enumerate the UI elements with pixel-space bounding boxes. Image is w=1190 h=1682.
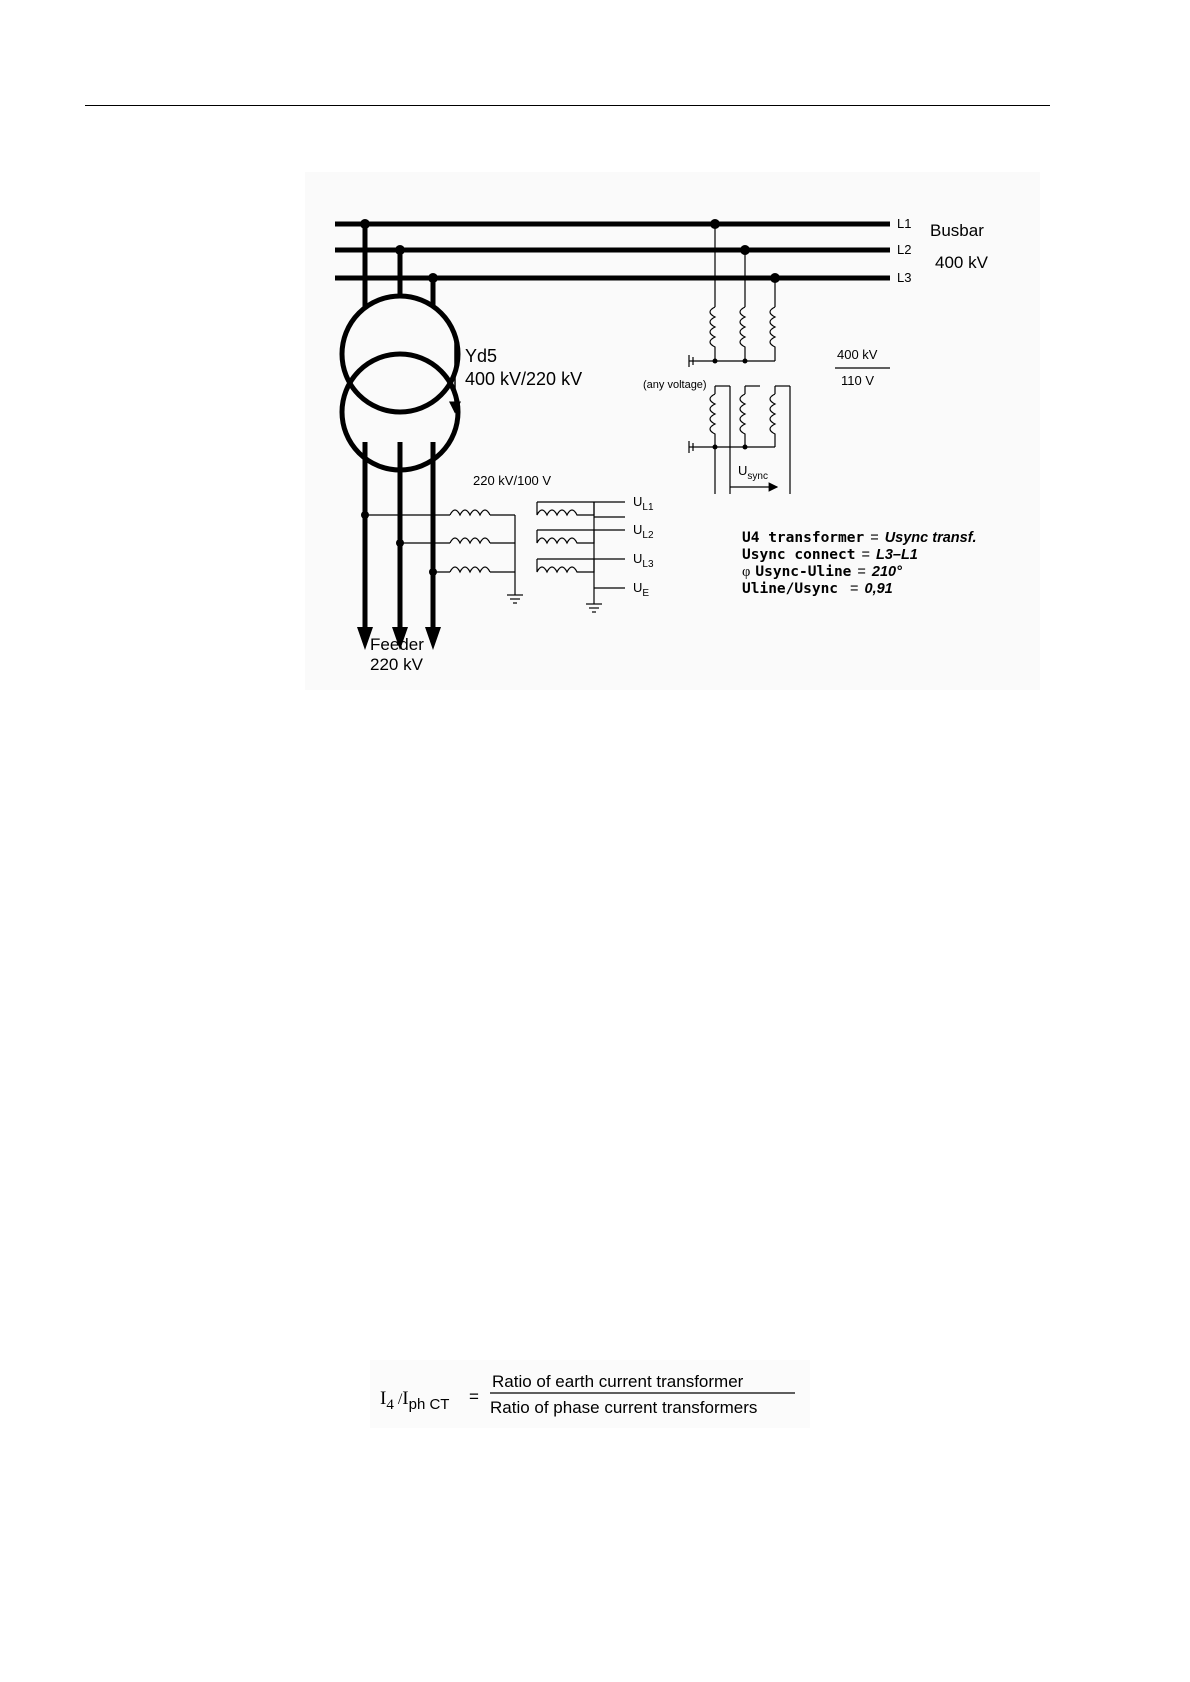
output-ul2-sub: L2 [642,530,654,541]
usync-sub: sync [747,471,768,482]
diagram-svg [305,172,1040,690]
setting-row-1 [742,530,977,546]
setting-row-2 [742,547,918,563]
setting-1-eq: = [870,530,879,546]
feeder-vt-ratio: 220 kV/100 V [473,473,552,488]
connection-diagram [305,172,1040,690]
busbar-lines [335,224,890,278]
setting-1-value: Usync transf. [884,530,977,546]
setting-3-eq: = [857,564,866,580]
output-ul3-sub: L3 [642,559,654,570]
setting-4-key: Uline/Usync [742,581,839,597]
formula-i: I [380,1388,387,1409]
setting-2-key: Usync connect [742,547,856,563]
header-rule [85,105,1050,106]
formula-i2: I [402,1388,409,1409]
output-ue-main: U [633,580,643,595]
formula-svg [370,1360,810,1428]
busbar-vt-ratio-secondary: 110 V [841,373,875,388]
setting-4-eq: = [850,581,859,597]
formula-equals: = [469,1387,479,1406]
setting-row-4 [742,581,893,597]
setting-2-eq: = [861,547,870,563]
feeder-vt-wiring [365,502,625,612]
busbar-phase-l2-label: L2 [897,242,912,257]
usync-label [738,463,768,482]
busbar-phase-l1-label: L1 [897,216,912,231]
formula-sub-4: 4 [386,1397,394,1413]
busbar-vt-note: (any voltage) [643,379,707,391]
setting-row-3 [742,564,902,580]
formula-numerator: Ratio of earth current transformer [492,1372,744,1391]
ratio-formula [370,1360,810,1428]
busbar-vt-ratio-primary: 400 kV [837,347,878,362]
svg-text:UL2 [633,522,654,541]
busbar-phase-l3-label: L3 [897,270,912,285]
formula-lhs [380,1388,449,1413]
output-ul2-main: U [633,522,643,537]
output-ul1-sub: L1 [642,502,654,513]
formula-denominator: Ratio of phase current transformers [490,1398,758,1417]
output-ue-sub: E [642,588,650,599]
svg-text:UE [633,580,649,599]
feeder-voltage-label: 220 kV [370,655,423,674]
setting-4-value: 0,91 [864,581,893,597]
busbar-name-label: Busbar [930,221,984,240]
transformer-conductors [365,224,433,627]
usync-main: U [738,463,748,478]
feeder-vt-outputs [633,494,654,599]
setting-3-key: Usync-Uline [755,564,852,580]
settings-block [742,530,977,597]
svg-text:UL1 [633,494,654,513]
feeder-name-label: Feeder [370,635,424,654]
setting-3-value: 210° [871,564,902,580]
setting-3-prefix: φ [742,564,751,580]
formula-slash: / [397,1391,403,1408]
setting-1-key: U4 transformer [742,530,865,546]
busbar-voltage-label: 400 kV [935,253,988,272]
transformer-ratio: 400 kV/220 kV [465,369,583,389]
output-ul1-main: U [633,494,643,509]
formula-sub-phct: ph CT [408,1396,450,1413]
output-ul3-main: U [633,551,643,566]
setting-2-value: L3–L1 [875,547,918,563]
transformer-vector-group: Yd5 [465,346,498,366]
svg-text:UL3 [633,551,654,570]
